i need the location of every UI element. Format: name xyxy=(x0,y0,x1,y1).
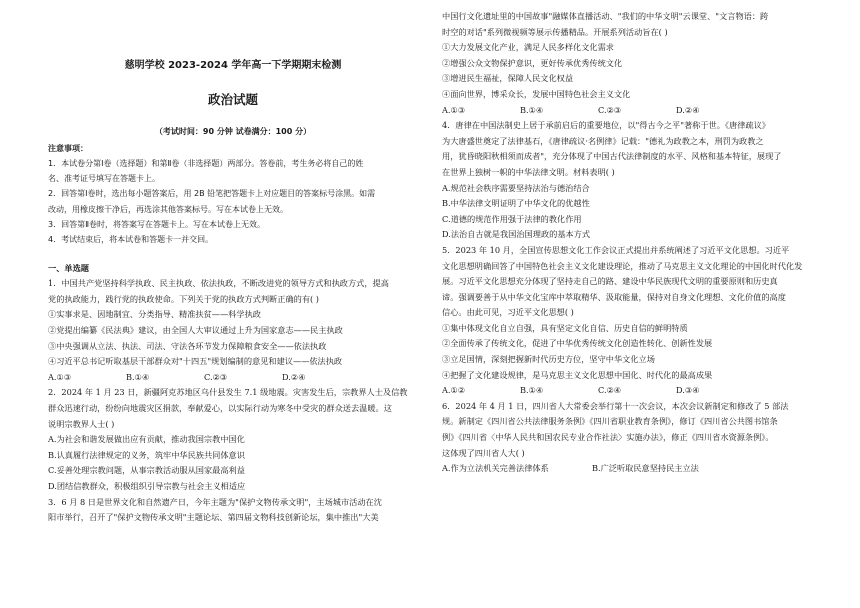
question-line: 例》《四川省〈中华人民共和国农民专业合作社法〉实施办法》，修正《四川省水资源条例》。 xyxy=(442,432,774,443)
question-line: ③立足国情，深刻把握新时代历史方位，坚守中华文化立场 xyxy=(442,354,655,365)
right-column xyxy=(442,9,814,477)
question-line: 信心。由此可见，习近平文化思想( ) xyxy=(442,307,574,318)
question-line: ④习近平总书记听取基层干部群众对"十四五"规划编制的意见和建议——依法执政 xyxy=(48,356,343,367)
question-line: ①集中体现文化自立自强，具有坚定文化自信、历史自信的鲜明特质 xyxy=(442,322,688,333)
question-line: 时空的对话"系列微视频等展示传播精品。开展系列活动旨在( ) xyxy=(442,26,668,37)
question-line: 3．6 月 8 日是世界文化和自然遗产日，今年主题为"保护文物传承文明"，主场城市活动在沈 xyxy=(48,496,382,507)
option: A.①② xyxy=(442,385,466,396)
option: D.③④ xyxy=(676,385,700,396)
question-line: B.认真履行法律规定的义务，筑牢中华民族共同体意识 xyxy=(48,449,245,460)
question-line: ④把握了文化建设规律，是马克思主义文化思想中国化、时代化的最高成果 xyxy=(442,369,713,380)
section-title: 一、单选题 xyxy=(48,262,89,273)
q3-options xyxy=(442,103,814,119)
question-line: ①实事求是、因地制宜、分类指导、精准扶贫——科学执政 xyxy=(48,309,261,320)
notice-line: 1．本试卷分第Ⅰ卷（选择题）和第Ⅱ卷（非选择题）两部分。答卷前，考生务必将自己的姓 xyxy=(48,158,364,168)
question-line: ②增强公众文物保护意识，更好传承优秀传统文化 xyxy=(442,57,623,68)
option: B.①④ xyxy=(126,371,150,382)
question-line: C.妥善处理宗教问题，从事宗教活动服从国家最高利益 xyxy=(48,465,245,476)
question-line: 在世界上独树一帜的中华法律文明。材料表明( ) xyxy=(442,166,615,177)
notice-line: 2．回答第Ⅰ卷时，选出每小题答案后，用 2B 铅笔把答题卡上对应题目的答案标号涂黑。如需 xyxy=(48,189,376,199)
option: B.①④ xyxy=(520,104,544,115)
option: A.作为立法机关完善法律体系 xyxy=(442,463,549,474)
question-line: 谛。强调要善于从中华文化宝库中萃取精华、汲取能量，保持对自身文化理想、文化价值的高度 xyxy=(442,291,786,302)
option: A.①③ xyxy=(48,371,72,382)
option: B.广泛听取民意坚持民主立法 xyxy=(592,463,699,474)
question-line: ③中央强调从立法、执法、司法、守法各环节发力保障粮食安全——依法执政 xyxy=(48,340,327,351)
question-line: ④面向世界，博采众长，发展中国特色社会主义文化 xyxy=(442,88,631,99)
option: C.②③ xyxy=(598,104,622,115)
question-line: 规。新制定《四川省公共法律服务条例》《四川省职业教育条例》，修订《四川省公共图书馆条 xyxy=(442,416,778,427)
question-line: 4．唐律在中国法制史上居于承前启后的重要地位，以"得古今之平"著称于世。《唐律疏议》 xyxy=(442,120,770,131)
question-line: 文化思想明确回答了中国特色社会主义文化建设理论，推动了马克思主义文化理论的中国化时代化发 xyxy=(442,260,803,271)
question-line: ②党提出编纂《民法典》建议，由全国人大审议通过上升为国家意志——民主执政 xyxy=(48,325,343,336)
option: D.②④ xyxy=(676,104,700,115)
question-line: 6．2024 年 4 月 1 日，四川省人大常委会举行第十一次会议，本次会议新制定和修改了 5 部法 xyxy=(442,400,789,411)
q6-options xyxy=(442,461,814,477)
q5-options xyxy=(442,383,814,399)
notice-heading: 注意事项： xyxy=(48,143,88,153)
question-line: 为大唐盛世奠定了法律基石，《唐律疏议·名例律》记载："德礼为政教之本，刑罚为政教之 xyxy=(442,135,764,146)
question-line: C.道德的规范作用强于法律的教化作用 xyxy=(442,213,582,224)
question-line: A.为社会和谐发展做出应有贡献，推动我国宗教中国化 xyxy=(48,434,245,445)
notice-line: 改动，用橡皮擦干净后，再选涂其他答案标号。写在本试卷上无效。 xyxy=(48,204,288,214)
exam-title: 慈明学校 2023-2024 学年高一下学期期末检测 xyxy=(124,60,342,71)
question-line: 展。习近平文化思想充分体现了坚持走自己的路、建设中华民族现代文明的重要原则和历史真 xyxy=(442,276,778,287)
question-line: 中国行文化遗址里的中国故事"融媒体直播活动、"我们的中华文明"云课堂、"文言物语：跨 xyxy=(442,11,769,21)
q1-options xyxy=(48,370,418,386)
exam-subtitle: 政治试题 xyxy=(207,92,258,107)
question-line: B.中华法律文明证明了中华文化的优越性 xyxy=(442,198,590,209)
question-line: D.团结信教群众，积极组织引导宗教与社会主义相适应 xyxy=(48,480,246,491)
exam-meta: （考试时间：90 分钟 试卷满分：100 分） xyxy=(154,127,312,136)
notice-block xyxy=(48,141,418,248)
option: B.①④ xyxy=(520,385,544,396)
question-line: 阳市举行，召开了"保护文物传承文明"主题论坛、第四届文物科技创新论坛，集中推出"大美 xyxy=(48,512,379,523)
question-line: A.规范社会秩序需要坚持法治与德治结合 xyxy=(442,182,590,193)
question-line: ③增进民生福祉，保障人民文化权益 xyxy=(442,73,574,84)
notice-line: 4．考试结束后，将本试卷和答题卡一并交回。 xyxy=(48,235,214,245)
question-line: 5．2023 年 10 月，全国宣传思想文化工作会议正式提出并系统阐述了习近平文化思想。习近平 xyxy=(442,244,790,255)
question-line: 群众迅速行动，纷纷向地震灾区捐款，奉献爱心，以实际行动为寒冬中受灾的群众送去温暖。这 xyxy=(48,403,392,414)
question-line: 这体现了四川省人大( ) xyxy=(442,447,525,458)
question-line: ①大力发展文化产业，满足人民多样化文化需求 xyxy=(442,42,614,53)
question-line: 党的执政能力，践行党的执政使命。下列关于党的执政方式判断正确的有( ) xyxy=(48,293,319,304)
question-line: D.法治自古就是我国治国理政的基本方式 xyxy=(442,229,591,240)
option: C.②③ xyxy=(204,371,228,382)
option: C.②④ xyxy=(598,385,622,396)
option: D.②④ xyxy=(282,371,306,382)
notice-line: 名、准考证号填写在答题卡上。 xyxy=(48,174,160,184)
question-line: 1．中国共产党坚持科学执政、民主执政、依法执政，不断改进党的领导方式和执政方式，提高 xyxy=(48,278,389,289)
left-column xyxy=(48,0,418,526)
question-line: 2．2024 年 1 月 23 日，新疆阿克苏地区乌什县发生 7.1 级地震。灾害发生后，宗教界人士及信教 xyxy=(48,387,408,398)
notice-line: 3．回答第Ⅱ卷时，将答案写在答题卡上。写在本试卷上无效。 xyxy=(48,220,266,230)
option: A.①③ xyxy=(442,104,466,115)
question-line: ②全面传承了传统文化，促进了中华优秀传统文化创造性转化、创新性发展 xyxy=(442,338,713,349)
question-line: 说明宗教界人士( ) xyxy=(48,418,115,429)
question-line: 用，犹昏晓阳秋相须而成者"，充分体现了中国古代法律制度的水平、风格和基本特征，展现了 xyxy=(442,151,782,162)
